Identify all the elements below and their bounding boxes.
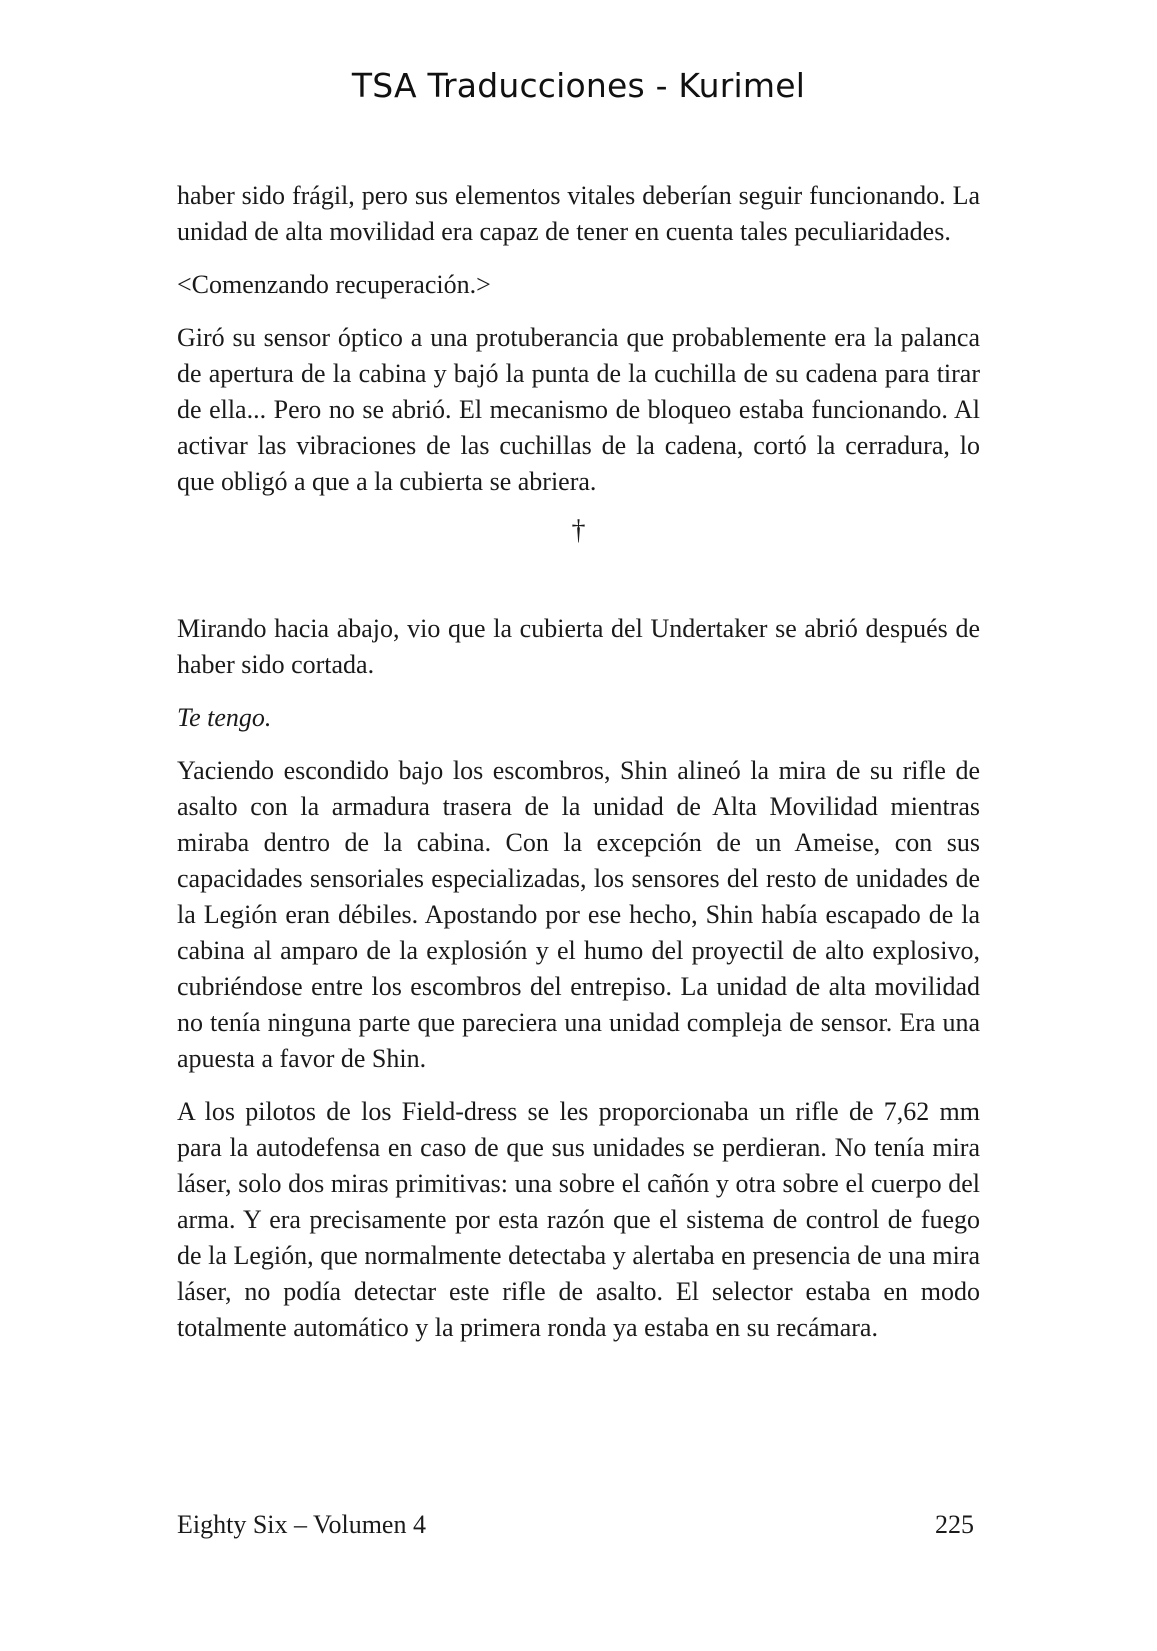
- paragraph: <Comenzando recuperación.>: [177, 270, 491, 299]
- page-title: TSA Traducciones - Kurimel: [351, 66, 806, 105]
- page-content: [177, 178, 980, 1363]
- page-number: 225: [935, 1510, 974, 1539]
- page-header: [0, 66, 1157, 105]
- paragraph: Mirando hacia abajo, vio que la cubierta del Undertaker se abrió después de haber sido cortada.: [177, 614, 980, 679]
- paragraph: Yaciendo escondido bajo los escombros, Shin alineó la mira de su rifle de asalto con la armadura trasera de la unidad de Alta Movilidad mientras miraba dentro de la cabina. Con la excepción de un Ameise, con sus capacidades sensoriales especializadas, los sensores del resto de unidades de la Legión eran débiles. Apostando por ese hecho, Shin había escapado de la cabina al amparo de la explosión y el humo del proyectil de alto explosivo, cubriéndose entre los escombros del entrepiso. La unidad de alta movilidad no tenía ninguna parte que pareciera una unidad compleja de sensor. Era una apuesta a favor de Shin.: [177, 756, 980, 1073]
- paragraph: Giró su sensor óptico a una protuberancia que probablemente era la palanca de apertura de la cabina y bajó la punta de la cuchilla de su cadena para tirar de ella... Pero no se abrió. El mecanismo de bloqueo estaba funcionando. Al activar las vibraciones de las cuchillas de la cadena, cortó la cerradura, lo que obligó a que a la cubierta se abriera.: [177, 323, 980, 496]
- footer-book-title: Eighty Six – Volumen 4: [177, 1510, 426, 1539]
- paragraph: haber sido frágil, pero sus elementos vitales deberían seguir funcionando. La unidad de alta movilidad era capaz de tener en cuenta tales peculiaridades.: [177, 181, 980, 246]
- scene-break-dagger: †: [571, 515, 586, 546]
- paragraph: A los pilotos de los Field-dress se les proporcionaba un rifle de 7,62 mm para la autodefensa en caso de que sus unidades se perdieran. No tenía mira láser, solo dos miras primitivas: una sobre el cañón y otra sobre el cuerpo del arma. Y era precisamente por esta razón que el sistema de control de fuego de la Legión, que normalmente detectaba y alertaba en presencia de una mira láser, no podía detectar este rifle de asalto. El selector estaba en modo totalmente automático y la primera ronda ya estaba en su recámara.: [177, 1097, 980, 1342]
- page-footer: [177, 1510, 980, 1540]
- italic-thought: Te tengo.: [177, 703, 272, 732]
